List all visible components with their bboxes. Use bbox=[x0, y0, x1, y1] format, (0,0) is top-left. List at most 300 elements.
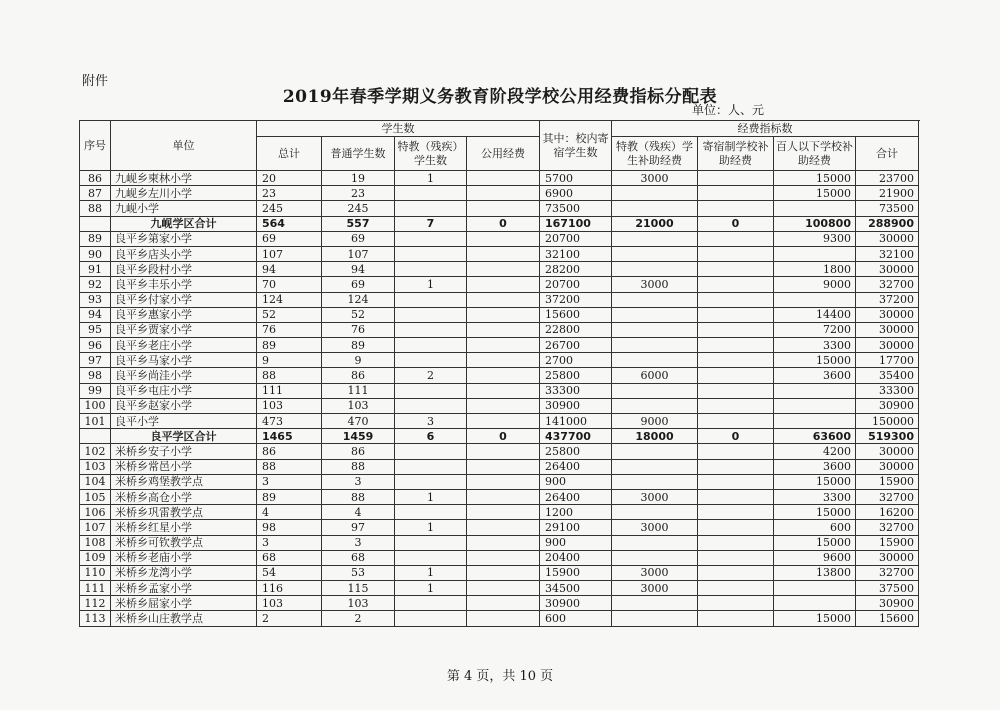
header-unit: 单位 bbox=[111, 121, 257, 171]
public-funds-cell: 900 bbox=[540, 474, 612, 489]
boarding-students-cell bbox=[467, 277, 540, 292]
seq-cell: 93 bbox=[80, 292, 111, 307]
public-funds-cell: 900 bbox=[540, 535, 612, 550]
boarding-students-cell bbox=[467, 307, 540, 322]
public-funds-cell: 25800 bbox=[540, 368, 612, 383]
boarding-aid-cell bbox=[698, 444, 774, 459]
special-aid-cell bbox=[612, 201, 698, 216]
school-name-cell: 米桥乡常邑小学 bbox=[111, 459, 257, 474]
special-students-cell bbox=[395, 398, 467, 413]
unit-note: 单位：人、元 bbox=[692, 103, 765, 117]
table-row bbox=[80, 596, 919, 611]
small-school-aid-cell: 3300 bbox=[774, 489, 856, 504]
school-name-cell: 良平乡赵家小学 bbox=[111, 398, 257, 413]
seq-cell: 107 bbox=[80, 520, 111, 535]
regular-students-cell: 94 bbox=[322, 262, 395, 277]
small-school-aid-cell bbox=[774, 596, 856, 611]
total-students-cell: 3 bbox=[257, 535, 322, 550]
boarding-students-cell: 0 bbox=[467, 216, 540, 231]
table-row bbox=[80, 520, 919, 535]
special-aid-cell: 3000 bbox=[612, 565, 698, 580]
special-students-cell: 1 bbox=[395, 277, 467, 292]
public-funds-cell: 37200 bbox=[540, 292, 612, 307]
sum-cell: 32700 bbox=[856, 565, 919, 580]
seq-cell: 109 bbox=[80, 550, 111, 565]
boarding-aid-cell bbox=[698, 307, 774, 322]
special-students-cell: 1 bbox=[395, 520, 467, 535]
boarding-students-cell bbox=[467, 231, 540, 246]
regular-students-cell: 103 bbox=[322, 398, 395, 413]
boarding-aid-cell bbox=[698, 338, 774, 353]
special-aid-cell bbox=[612, 338, 698, 353]
school-name-cell: 米桥乡山庄教学点 bbox=[111, 611, 257, 626]
regular-students-cell: 88 bbox=[322, 489, 395, 504]
table-row bbox=[80, 292, 919, 307]
sum-cell: 519300 bbox=[856, 429, 919, 444]
table-row bbox=[80, 277, 919, 292]
boarding-students-cell bbox=[467, 186, 540, 201]
boarding-aid-cell bbox=[698, 353, 774, 368]
sum-cell: 150000 bbox=[856, 414, 919, 429]
public-funds-cell: 32100 bbox=[540, 246, 612, 261]
regular-students-cell: 1459 bbox=[322, 429, 395, 444]
regular-students-cell: 88 bbox=[322, 459, 395, 474]
special-students-cell bbox=[395, 383, 467, 398]
special-aid-cell bbox=[612, 444, 698, 459]
header-boarding-aid: 寄宿制学校补助经费 bbox=[698, 137, 774, 171]
boarding-students-cell bbox=[467, 474, 540, 489]
special-aid-cell bbox=[612, 596, 698, 611]
public-funds-cell: 30900 bbox=[540, 596, 612, 611]
regular-students-cell: 19 bbox=[322, 171, 395, 186]
public-funds-cell: 5700 bbox=[540, 171, 612, 186]
boarding-aid-cell bbox=[698, 474, 774, 489]
small-school-aid-cell: 3600 bbox=[774, 459, 856, 474]
special-students-cell bbox=[395, 201, 467, 216]
special-aid-cell bbox=[612, 246, 698, 261]
header-seq: 序号 bbox=[80, 121, 111, 171]
boarding-aid-cell: 0 bbox=[698, 216, 774, 231]
sum-cell: 32100 bbox=[856, 246, 919, 261]
sum-cell: 15900 bbox=[856, 535, 919, 550]
small-school-aid-cell: 1800 bbox=[774, 262, 856, 277]
table-row bbox=[80, 444, 919, 459]
total-students-cell: 9 bbox=[257, 353, 322, 368]
boarding-aid-cell bbox=[698, 596, 774, 611]
regular-students-cell: 9 bbox=[322, 353, 395, 368]
boarding-students-cell bbox=[467, 201, 540, 216]
public-funds-cell: 34500 bbox=[540, 581, 612, 596]
special-aid-cell bbox=[612, 353, 698, 368]
total-students-cell: 70 bbox=[257, 277, 322, 292]
seq-cell: 106 bbox=[80, 505, 111, 520]
seq-cell: 86 bbox=[80, 171, 111, 186]
special-students-cell bbox=[395, 444, 467, 459]
regular-students-cell: 97 bbox=[322, 520, 395, 535]
boarding-aid-cell bbox=[698, 611, 774, 626]
school-name-cell: 米桥乡红星小学 bbox=[111, 520, 257, 535]
school-name-cell: 良平乡段村小学 bbox=[111, 262, 257, 277]
total-students-cell: 116 bbox=[257, 581, 322, 596]
header-small-school: 百人以下学校补助经费 bbox=[774, 137, 856, 171]
boarding-students-cell bbox=[467, 505, 540, 520]
small-school-aid-cell bbox=[774, 398, 856, 413]
seq-cell: 96 bbox=[80, 338, 111, 353]
public-funds-cell: 6900 bbox=[540, 186, 612, 201]
special-students-cell: 1 bbox=[395, 565, 467, 580]
total-students-cell: 94 bbox=[257, 262, 322, 277]
public-funds-cell: 600 bbox=[540, 611, 612, 626]
regular-students-cell: 107 bbox=[322, 246, 395, 261]
seq-cell: 91 bbox=[80, 262, 111, 277]
school-name-cell: 九岘小学 bbox=[111, 201, 257, 216]
total-students-cell: 245 bbox=[257, 201, 322, 216]
small-school-aid-cell: 9300 bbox=[774, 231, 856, 246]
public-funds-cell: 22800 bbox=[540, 322, 612, 337]
small-school-aid-cell: 15000 bbox=[774, 171, 856, 186]
table-row bbox=[80, 338, 919, 353]
boarding-students-cell bbox=[467, 550, 540, 565]
boarding-students-cell bbox=[467, 383, 540, 398]
sum-cell: 32700 bbox=[856, 277, 919, 292]
school-name-cell: 良平乡马家小学 bbox=[111, 353, 257, 368]
sum-cell: 17700 bbox=[856, 353, 919, 368]
boarding-students-cell bbox=[467, 246, 540, 261]
small-school-aid-cell: 15000 bbox=[774, 535, 856, 550]
special-aid-cell bbox=[612, 535, 698, 550]
sum-cell: 32700 bbox=[856, 489, 919, 504]
header-special: 特教（残疾）学生数 bbox=[395, 137, 467, 171]
small-school-aid-cell bbox=[774, 383, 856, 398]
small-school-aid-cell: 3300 bbox=[774, 338, 856, 353]
small-school-aid-cell bbox=[774, 292, 856, 307]
public-funds-cell: 28200 bbox=[540, 262, 612, 277]
table-row bbox=[80, 171, 919, 186]
table-row bbox=[80, 322, 919, 337]
special-aid-cell bbox=[612, 262, 698, 277]
regular-students-cell: 86 bbox=[322, 368, 395, 383]
seq-cell: 113 bbox=[80, 611, 111, 626]
small-school-aid-cell: 15000 bbox=[774, 611, 856, 626]
table-row bbox=[80, 246, 919, 261]
sum-cell: 30000 bbox=[856, 307, 919, 322]
public-funds-cell: 20400 bbox=[540, 550, 612, 565]
boarding-students-cell bbox=[467, 322, 540, 337]
sum-cell: 37200 bbox=[856, 292, 919, 307]
regular-students-cell: 89 bbox=[322, 338, 395, 353]
boarding-aid-cell bbox=[698, 581, 774, 596]
boarding-aid-cell bbox=[698, 459, 774, 474]
special-aid-cell bbox=[612, 383, 698, 398]
table-row bbox=[80, 489, 919, 504]
special-students-cell bbox=[395, 550, 467, 565]
total-students-cell: 564 bbox=[257, 216, 322, 231]
school-name-cell: 良平乡尚洼小学 bbox=[111, 368, 257, 383]
special-aid-cell bbox=[612, 611, 698, 626]
table-row bbox=[80, 398, 919, 413]
boarding-students-cell bbox=[467, 489, 540, 504]
special-students-cell: 3 bbox=[395, 414, 467, 429]
small-school-aid-cell bbox=[774, 414, 856, 429]
school-name-cell: 良平学区合计 bbox=[111, 429, 257, 444]
header-boarding: 其中：校内寄宿学生数 bbox=[540, 121, 612, 171]
sum-cell: 73500 bbox=[856, 201, 919, 216]
boarding-aid-cell bbox=[698, 565, 774, 580]
table-row bbox=[80, 353, 919, 368]
total-students-cell: 88 bbox=[257, 459, 322, 474]
regular-students-cell: 470 bbox=[322, 414, 395, 429]
special-students-cell bbox=[395, 611, 467, 626]
seq-cell: 112 bbox=[80, 596, 111, 611]
school-name-cell: 米桥乡巩雷教学点 bbox=[111, 505, 257, 520]
small-school-aid-cell: 600 bbox=[774, 520, 856, 535]
table-row bbox=[80, 201, 919, 216]
special-aid-cell: 3000 bbox=[612, 171, 698, 186]
special-aid-cell bbox=[612, 550, 698, 565]
boarding-aid-cell bbox=[698, 414, 774, 429]
special-aid-cell: 21000 bbox=[612, 216, 698, 231]
boarding-aid-cell bbox=[698, 383, 774, 398]
sum-cell: 30000 bbox=[856, 231, 919, 246]
boarding-students-cell bbox=[467, 444, 540, 459]
boarding-aid-cell bbox=[698, 520, 774, 535]
special-students-cell bbox=[395, 596, 467, 611]
special-students-cell bbox=[395, 246, 467, 261]
boarding-aid-cell bbox=[698, 368, 774, 383]
boarding-aid-cell bbox=[698, 171, 774, 186]
school-name-cell: 良平乡付家小学 bbox=[111, 292, 257, 307]
public-funds-cell: 20700 bbox=[540, 231, 612, 246]
total-students-cell: 89 bbox=[257, 489, 322, 504]
public-funds-cell: 1200 bbox=[540, 505, 612, 520]
seq-cell: 99 bbox=[80, 383, 111, 398]
special-students-cell bbox=[395, 231, 467, 246]
boarding-students-cell bbox=[467, 459, 540, 474]
public-funds-cell: 29100 bbox=[540, 520, 612, 535]
school-name-cell: 良平乡贾家小学 bbox=[111, 322, 257, 337]
total-students-cell: 89 bbox=[257, 338, 322, 353]
total-students-cell: 107 bbox=[257, 246, 322, 261]
total-students-cell: 88 bbox=[257, 368, 322, 383]
public-funds-cell: 2700 bbox=[540, 353, 612, 368]
funds-table bbox=[79, 120, 919, 627]
seq-cell: 101 bbox=[80, 414, 111, 429]
total-students-cell: 76 bbox=[257, 322, 322, 337]
small-school-aid-cell bbox=[774, 246, 856, 261]
seq-cell: 97 bbox=[80, 353, 111, 368]
regular-students-cell: 3 bbox=[322, 474, 395, 489]
seq-cell: 98 bbox=[80, 368, 111, 383]
seq-cell bbox=[80, 429, 111, 444]
table-row bbox=[80, 474, 919, 489]
seq-cell: 92 bbox=[80, 277, 111, 292]
school-name-cell: 良平乡屯庄小学 bbox=[111, 383, 257, 398]
regular-students-cell: 68 bbox=[322, 550, 395, 565]
public-funds-cell: 167100 bbox=[540, 216, 612, 231]
public-funds-cell: 26700 bbox=[540, 338, 612, 353]
regular-students-cell: 52 bbox=[322, 307, 395, 322]
school-name-cell: 米桥乡鸡堡教学点 bbox=[111, 474, 257, 489]
public-funds-cell: 26400 bbox=[540, 489, 612, 504]
special-students-cell bbox=[395, 535, 467, 550]
boarding-aid-cell bbox=[698, 505, 774, 520]
page-title: 2019年春季学期义务教育阶段学校公用经费指标分配表 bbox=[282, 87, 718, 107]
page-footer: 第 4 页，共 10 页 bbox=[446, 669, 554, 684]
sum-cell: 30000 bbox=[856, 459, 919, 474]
boarding-aid-cell bbox=[698, 322, 774, 337]
special-students-cell bbox=[395, 459, 467, 474]
table-row bbox=[80, 414, 919, 429]
public-funds-cell: 20700 bbox=[540, 277, 612, 292]
special-aid-cell bbox=[612, 186, 698, 201]
table-row bbox=[80, 231, 919, 246]
seq-cell: 94 bbox=[80, 307, 111, 322]
header-public: 公用经费 bbox=[467, 137, 540, 171]
total-students-cell: 4 bbox=[257, 505, 322, 520]
boarding-students-cell bbox=[467, 581, 540, 596]
small-school-aid-cell: 7200 bbox=[774, 322, 856, 337]
school-name-cell: 良平乡第家小学 bbox=[111, 231, 257, 246]
attachment-label: 附件 bbox=[82, 74, 109, 89]
boarding-students-cell bbox=[467, 535, 540, 550]
boarding-aid-cell bbox=[698, 550, 774, 565]
small-school-aid-cell: 15000 bbox=[774, 505, 856, 520]
table-row bbox=[80, 550, 919, 565]
header-total: 总计 bbox=[257, 137, 322, 171]
special-aid-cell: 18000 bbox=[612, 429, 698, 444]
school-name-cell: 米桥乡高仓小学 bbox=[111, 489, 257, 504]
school-name-cell: 九岘乡左川小学 bbox=[111, 186, 257, 201]
header-regular: 普通学生数 bbox=[322, 137, 395, 171]
special-aid-cell: 6000 bbox=[612, 368, 698, 383]
sum-cell: 15900 bbox=[856, 474, 919, 489]
boarding-students-cell bbox=[467, 565, 540, 580]
school-name-cell: 良平乡老庄小学 bbox=[111, 338, 257, 353]
regular-students-cell: 111 bbox=[322, 383, 395, 398]
regular-students-cell: 115 bbox=[322, 581, 395, 596]
table-row bbox=[80, 565, 919, 580]
sum-cell: 30000 bbox=[856, 262, 919, 277]
seq-cell: 105 bbox=[80, 489, 111, 504]
sum-cell: 30000 bbox=[856, 338, 919, 353]
boarding-students-cell bbox=[467, 171, 540, 186]
boarding-aid-cell bbox=[698, 246, 774, 261]
total-students-cell: 111 bbox=[257, 383, 322, 398]
regular-students-cell: 69 bbox=[322, 231, 395, 246]
small-school-aid-cell: 15000 bbox=[774, 474, 856, 489]
table-row bbox=[80, 459, 919, 474]
public-funds-cell: 25800 bbox=[540, 444, 612, 459]
regular-students-cell: 124 bbox=[322, 292, 395, 307]
total-students-cell: 473 bbox=[257, 414, 322, 429]
total-students-cell: 52 bbox=[257, 307, 322, 322]
school-name-cell: 米桥乡可钦教学点 bbox=[111, 535, 257, 550]
table-row bbox=[80, 581, 919, 596]
special-aid-cell: 3000 bbox=[612, 520, 698, 535]
regular-students-cell: 557 bbox=[322, 216, 395, 231]
special-aid-cell bbox=[612, 459, 698, 474]
regular-students-cell: 103 bbox=[322, 596, 395, 611]
boarding-students-cell bbox=[467, 353, 540, 368]
seq-cell: 90 bbox=[80, 246, 111, 261]
table-row bbox=[80, 383, 919, 398]
boarding-students-cell bbox=[467, 596, 540, 611]
public-funds-cell: 15900 bbox=[540, 565, 612, 580]
seq-cell: 100 bbox=[80, 398, 111, 413]
small-school-aid-cell: 15000 bbox=[774, 353, 856, 368]
sum-cell: 35400 bbox=[856, 368, 919, 383]
boarding-aid-cell bbox=[698, 277, 774, 292]
regular-students-cell: 86 bbox=[322, 444, 395, 459]
total-students-cell: 124 bbox=[257, 292, 322, 307]
table-row bbox=[80, 307, 919, 322]
sum-cell: 30900 bbox=[856, 596, 919, 611]
regular-students-cell: 53 bbox=[322, 565, 395, 580]
seq-cell: 102 bbox=[80, 444, 111, 459]
total-students-cell: 1465 bbox=[257, 429, 322, 444]
regular-students-cell: 69 bbox=[322, 277, 395, 292]
boarding-students-cell bbox=[467, 368, 540, 383]
special-aid-cell bbox=[612, 307, 698, 322]
sum-cell: 33300 bbox=[856, 383, 919, 398]
sum-cell: 30000 bbox=[856, 322, 919, 337]
regular-students-cell: 245 bbox=[322, 201, 395, 216]
regular-students-cell: 4 bbox=[322, 505, 395, 520]
small-school-aid-cell: 9600 bbox=[774, 550, 856, 565]
seq-cell: 104 bbox=[80, 474, 111, 489]
small-school-aid-cell: 4200 bbox=[774, 444, 856, 459]
sum-cell: 16200 bbox=[856, 505, 919, 520]
total-students-cell: 103 bbox=[257, 398, 322, 413]
school-name-cell: 米桥乡安子小学 bbox=[111, 444, 257, 459]
small-school-aid-cell: 3600 bbox=[774, 368, 856, 383]
seq-cell: 87 bbox=[80, 186, 111, 201]
school-name-cell: 良平乡丰乐小学 bbox=[111, 277, 257, 292]
boarding-students-cell: 0 bbox=[467, 429, 540, 444]
boarding-students-cell bbox=[467, 292, 540, 307]
school-name-cell: 米桥乡孟家小学 bbox=[111, 581, 257, 596]
boarding-students-cell bbox=[467, 520, 540, 535]
sum-cell: 30000 bbox=[856, 444, 919, 459]
special-aid-cell bbox=[612, 474, 698, 489]
sum-cell: 37500 bbox=[856, 581, 919, 596]
special-students-cell: 1 bbox=[395, 489, 467, 504]
school-name-cell: 米桥乡屈家小学 bbox=[111, 596, 257, 611]
special-aid-cell bbox=[612, 322, 698, 337]
boarding-students-cell bbox=[467, 611, 540, 626]
seq-cell: 110 bbox=[80, 565, 111, 580]
sum-cell: 32700 bbox=[856, 520, 919, 535]
sum-cell: 30900 bbox=[856, 398, 919, 413]
seq-cell: 103 bbox=[80, 459, 111, 474]
special-aid-cell bbox=[612, 398, 698, 413]
total-students-cell: 103 bbox=[257, 596, 322, 611]
boarding-aid-cell bbox=[698, 231, 774, 246]
boarding-students-cell bbox=[467, 398, 540, 413]
special-students-cell: 1 bbox=[395, 171, 467, 186]
table-row bbox=[80, 186, 919, 201]
seq-cell: 108 bbox=[80, 535, 111, 550]
special-students-cell bbox=[395, 338, 467, 353]
special-students-cell bbox=[395, 186, 467, 201]
total-students-cell: 69 bbox=[257, 231, 322, 246]
subtotal-row bbox=[80, 216, 919, 231]
small-school-aid-cell: 14400 bbox=[774, 307, 856, 322]
school-name-cell: 良平小学 bbox=[111, 414, 257, 429]
sum-cell: 21900 bbox=[856, 186, 919, 201]
school-name-cell: 良平乡店头小学 bbox=[111, 246, 257, 261]
seq-cell bbox=[80, 216, 111, 231]
